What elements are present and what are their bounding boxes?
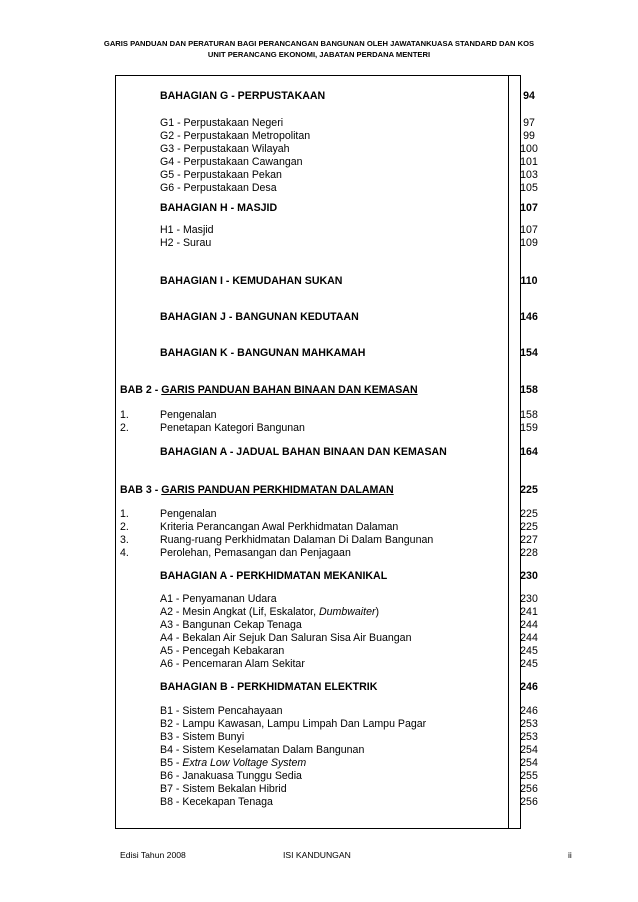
chapter-prefix: BAB 2 - xyxy=(120,384,162,396)
toc-page-number: 99 xyxy=(523,130,535,142)
toc-entry-label: B1 - Sistem Pencahayaan xyxy=(160,705,283,717)
toc-page-number: 254 xyxy=(520,757,538,769)
toc-heading-label: BAHAGIAN H - MASJID xyxy=(160,202,278,214)
toc-page-number: 256 xyxy=(520,796,538,808)
toc-entry-label: H1 - Masjid xyxy=(160,224,214,236)
toc-entry-label: G4 - Perpustakaan Cawangan xyxy=(160,156,303,168)
toc-entry-label: Pengenalan xyxy=(160,508,217,520)
header-line-2: UNIT PERANCANG EKONOMI, JABATAN PERDANA MENTERI xyxy=(207,50,431,59)
toc-page-number: 241 xyxy=(520,606,538,618)
toc-entry-number: 2. xyxy=(120,422,129,434)
chapter-prefix: BAB 3 - xyxy=(120,484,162,496)
toc-entry[interactable] xyxy=(0,169,638,182)
toc-page-number: 230 xyxy=(520,570,538,582)
toc-page-number: 97 xyxy=(523,117,535,129)
toc-entry-label: B4 - Sistem Keselamatan Dalam Bangunan xyxy=(160,744,365,756)
toc-entry-label: A1 - Penyamanan Udara xyxy=(160,593,277,605)
toc-entry-label: Penetapan Kategori Bangunan xyxy=(160,422,305,434)
toc-heading-bahagian-g[interactable] xyxy=(0,90,638,103)
toc-entry-label: A3 - Bangunan Cekap Tenaga xyxy=(160,619,302,631)
toc-entry[interactable] xyxy=(0,744,638,757)
toc-page-number: 159 xyxy=(520,422,538,434)
toc-heading-label: BAHAGIAN A - PERKHIDMATAN MEKANIKAL xyxy=(160,570,388,582)
toc-entry[interactable] xyxy=(0,658,638,671)
toc-page-number: 225 xyxy=(520,484,538,496)
toc-entry[interactable] xyxy=(0,718,638,731)
toc-entry-label: A5 - Pencegah Kebakaran xyxy=(160,645,285,657)
toc-entry-label: Pengenalan xyxy=(160,409,217,421)
toc-page-number: 158 xyxy=(520,384,538,396)
toc-entry-label: G3 - Perpustakaan Wilayah xyxy=(160,143,290,155)
toc-entry[interactable] xyxy=(0,731,638,744)
toc-entry-label: Ruang-ruang Perkhidmatan Dalaman Di Dalam Bangunan xyxy=(160,534,434,546)
toc-page-number: 225 xyxy=(520,508,538,520)
toc-page-number: 255 xyxy=(520,770,538,782)
toc-entry[interactable] xyxy=(0,130,638,143)
toc-page-number: 228 xyxy=(520,547,538,559)
toc-heading-label: BAHAGIAN G - PERPUSTAKAAN xyxy=(160,90,326,102)
toc-page-number: 105 xyxy=(520,182,538,194)
toc-entry-label: G5 - Perpustakaan Pekan xyxy=(160,169,282,181)
toc-entry-label: B7 - Sistem Bekalan Hibrid xyxy=(160,783,287,795)
toc-entry-label: A4 - Bekalan Air Sejuk Dan Saluran Sisa Air Buangan xyxy=(160,632,412,644)
toc-entry[interactable] xyxy=(0,770,638,783)
footer-edition: Edisi Tahun 2008 xyxy=(120,850,186,860)
toc-page-number: 225 xyxy=(520,521,538,533)
toc-entry-label: B5 - xyxy=(160,757,183,769)
toc-entry-label-italic: Extra Low Voltage System xyxy=(182,757,307,769)
toc-entry-number: 4. xyxy=(120,547,129,559)
toc-entry[interactable] xyxy=(0,182,638,195)
toc-entry[interactable] xyxy=(0,796,638,809)
document-header xyxy=(0,38,638,60)
toc-page-number: 146 xyxy=(520,311,538,323)
toc-entry-label: G1 - Perpustakaan Negeri xyxy=(160,117,284,129)
toc-heading-label: BAHAGIAN I - KEMUDAHAN SUKAN xyxy=(160,275,343,287)
toc-entry-label: B6 - Janakuasa Tunggu Sedia xyxy=(160,770,302,782)
toc-page-number: 227 xyxy=(520,534,538,546)
toc-entry[interactable] xyxy=(0,224,638,237)
toc-chapter-bab-2[interactable] xyxy=(0,384,638,397)
toc-page-number: 101 xyxy=(520,156,538,168)
toc-entry[interactable] xyxy=(0,645,638,658)
toc-entry[interactable] xyxy=(0,632,638,645)
toc-entry-number: 1. xyxy=(120,508,129,520)
toc-page-number: 253 xyxy=(520,718,538,730)
toc-page-number: 244 xyxy=(520,619,538,631)
toc-entry[interactable] xyxy=(0,156,638,169)
toc-heading-label: BAHAGIAN B - PERKHIDMATAN ELEKTRIK xyxy=(160,681,378,693)
toc-entry-label: A2 - Mesin Angkat (Lif, Eskalator, xyxy=(160,606,319,618)
toc-page-number: 109 xyxy=(520,237,538,249)
toc-page-number: 256 xyxy=(520,783,538,795)
toc-entry-label: B3 - Sistem Bunyi xyxy=(160,731,245,743)
toc-page-number: 253 xyxy=(520,731,538,743)
toc-entry[interactable] xyxy=(0,521,638,534)
toc-entry[interactable] xyxy=(0,143,638,156)
toc-entry[interactable] xyxy=(0,508,638,521)
toc-entry-label: B8 - Kecekapan Tenaga xyxy=(160,796,273,808)
toc-page-number: 245 xyxy=(520,645,538,657)
toc-entry-number: 1. xyxy=(120,409,129,421)
toc-heading-bab3-bahagian-a[interactable] xyxy=(0,570,638,583)
toc-page-number: 103 xyxy=(520,169,538,181)
chapter-title: GARIS PANDUAN BAHAN BINAAN DAN KEMASAN xyxy=(161,384,418,396)
toc-page-number: 254 xyxy=(520,744,538,756)
chapter-title: GARIS PANDUAN PERKHIDMATAN DALAMAN xyxy=(161,484,394,496)
header-line-1: GARIS PANDUAN DAN PERATURAN BAGI PERANCANGAN BANGUNAN OLEH JAWATANKUASA STANDARD DAN KOS xyxy=(103,39,535,48)
toc-page-number: 94 xyxy=(523,90,535,102)
toc-heading-label: BAHAGIAN J - BANGUNAN KEDUTAAN xyxy=(160,311,359,323)
toc-entry-label: Perolehan, Pemasangan dan Penjagaan xyxy=(160,547,351,559)
toc-entry-number: 3. xyxy=(120,534,129,546)
toc-entry[interactable] xyxy=(0,757,638,770)
toc-heading-bahagian-k[interactable] xyxy=(0,347,638,360)
footer-section: ISI KANDUNGAN xyxy=(283,850,351,860)
toc-heading-bahagian-h[interactable] xyxy=(0,202,638,215)
toc-entry[interactable] xyxy=(0,593,638,606)
toc-entry-label-end: ) xyxy=(375,606,380,618)
toc-entry-label: A6 - Pencemaran Alam Sekitar xyxy=(160,658,305,670)
toc-page-number: 107 xyxy=(520,202,538,214)
toc-entry[interactable] xyxy=(0,547,638,560)
toc-entry[interactable] xyxy=(0,705,638,718)
toc-heading-bahagian-j[interactable] xyxy=(0,311,638,324)
toc-heading-bahagian-i[interactable] xyxy=(0,275,638,288)
toc-page-number: 244 xyxy=(520,632,538,644)
toc-entry-label: G2 - Perpustakaan Metropolitan xyxy=(160,130,311,142)
toc-page-number: 246 xyxy=(520,681,538,693)
toc-chapter-bab-3[interactable] xyxy=(0,484,638,497)
toc-heading-bab3-bahagian-b[interactable] xyxy=(0,681,638,694)
toc-entry-label: B2 - Lampu Kawasan, Lampu Limpah Dan Lampu Pagar xyxy=(160,718,427,730)
toc-heading-label: BAHAGIAN A - JADUAL BAHAN BINAAN DAN KEMASAN xyxy=(160,446,447,458)
toc-entry[interactable] xyxy=(0,534,638,547)
toc-entry[interactable] xyxy=(0,117,638,130)
toc-entry-number: 2. xyxy=(120,521,129,533)
toc-entry[interactable] xyxy=(0,783,638,796)
toc-entry-label: Kriteria Perancangan Awal Perkhidmatan Dalaman xyxy=(160,521,399,533)
toc-entry[interactable] xyxy=(0,409,638,422)
toc-entry[interactable] xyxy=(0,237,638,250)
toc-entry-label: G6 - Perpustakaan Desa xyxy=(160,182,277,194)
toc-page-number: 245 xyxy=(520,658,538,670)
toc-entry[interactable] xyxy=(0,422,638,435)
footer-page-number: ii xyxy=(568,850,572,860)
toc-page-number: 154 xyxy=(520,347,538,359)
toc-page-number: 158 xyxy=(520,409,538,421)
toc-page-number: 110 xyxy=(520,275,538,287)
toc-entry-label: H2 - Surau xyxy=(160,237,212,249)
toc-page-number: 246 xyxy=(520,705,538,717)
toc-heading-label: BAHAGIAN K - BANGUNAN MAHKAMAH xyxy=(160,347,366,359)
toc-page-number: 230 xyxy=(520,593,538,605)
toc-entry[interactable] xyxy=(0,619,638,632)
toc-entry-label-italic: Dumbwaiter xyxy=(318,606,376,618)
toc-page-number: 100 xyxy=(520,143,538,155)
toc-heading-bab2-bahagian-a[interactable] xyxy=(0,446,638,459)
toc-entry[interactable] xyxy=(0,606,638,619)
toc-page-number: 164 xyxy=(520,446,538,458)
toc-page-number: 107 xyxy=(520,224,538,236)
